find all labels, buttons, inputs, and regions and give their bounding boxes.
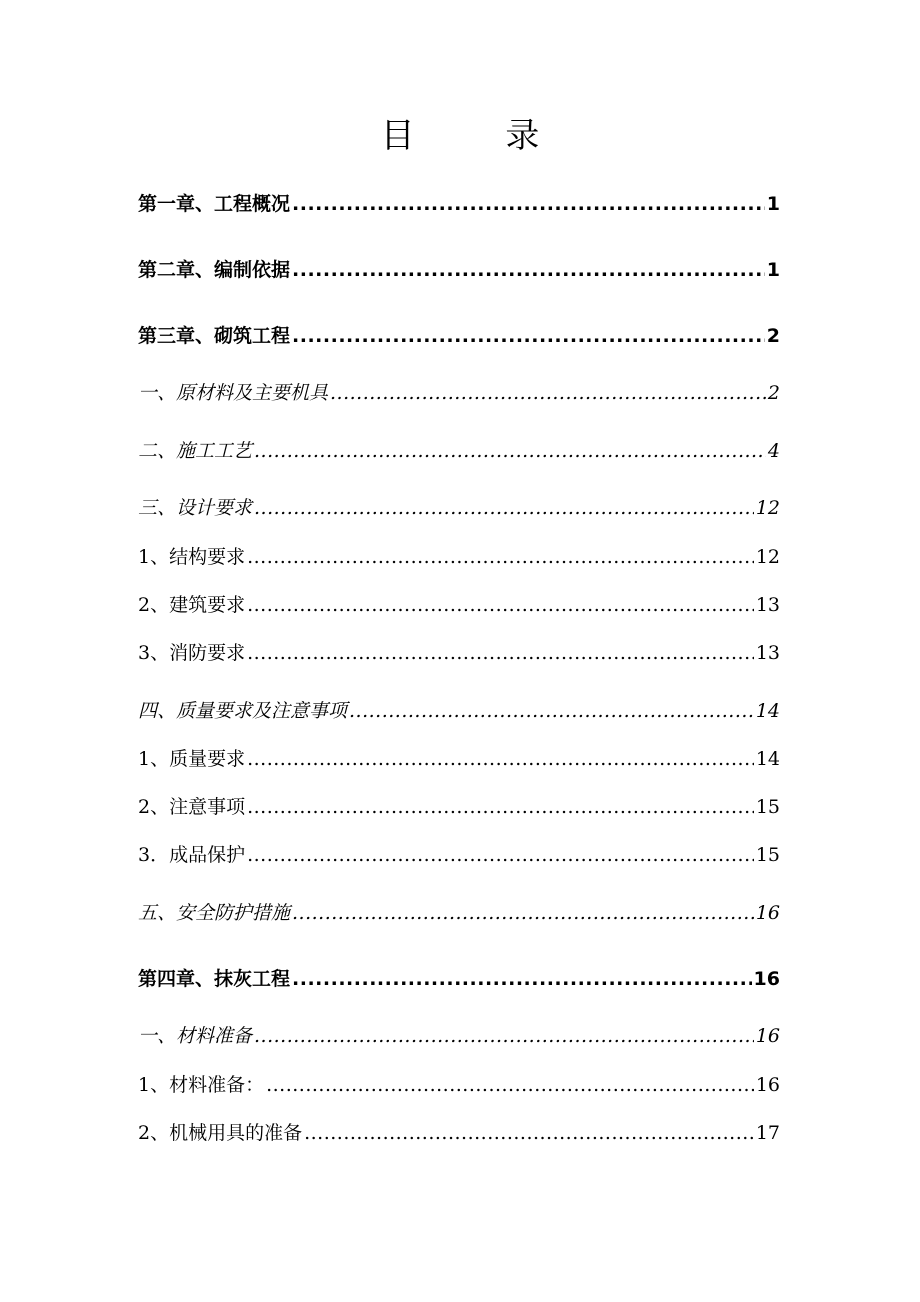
toc-entry-subsection[interactable]: [138, 639, 780, 667]
toc-dot-leader: [254, 1022, 754, 1050]
toc-entry-chapter-2[interactable]: [138, 256, 780, 284]
toc-dot-leader: [292, 256, 765, 284]
toc-entry-label: 五、安全防护措施: [138, 902, 291, 924]
toc-dot-leader: [247, 793, 754, 821]
toc-entry-label: 第一章、工程概况: [138, 193, 291, 215]
toc-dot-leader: [247, 639, 754, 667]
toc-entry-label: 3、消防要求: [138, 642, 246, 664]
toc-dot-leader: [247, 841, 754, 869]
toc-page-number: 2: [766, 325, 780, 347]
toc-dot-leader: [247, 591, 754, 619]
toc-page-number: 2: [767, 382, 780, 404]
toc-entry-section[interactable]: [138, 1022, 780, 1050]
toc-entry-section[interactable]: [138, 494, 780, 522]
toc-dot-leader: [254, 437, 766, 465]
toc-page-number: 17: [755, 1122, 780, 1144]
toc-entry-subsection[interactable]: [138, 543, 780, 571]
toc-entry-subsection[interactable]: [138, 591, 780, 619]
toc-entry-subsection[interactable]: [138, 841, 780, 869]
toc-page-number: 1: [766, 259, 780, 281]
toc-entry-section[interactable]: [138, 437, 780, 465]
toc-entry-section[interactable]: [138, 697, 780, 725]
toc-entry-label: 一、原材料及主要机具: [138, 382, 329, 404]
toc-entry-section[interactable]: [138, 379, 780, 407]
toc-entry-label: 第二章、编制依据: [138, 259, 291, 281]
toc-dot-leader: [304, 1119, 754, 1147]
toc-entry-label: 第四章、抹灰工程: [138, 968, 291, 990]
page-title: 目 录: [380, 116, 580, 156]
toc-dot-leader: [292, 322, 765, 350]
toc-entry-label: 2、建筑要求: [138, 594, 246, 616]
toc-entry-subsection[interactable]: [138, 1071, 780, 1099]
toc-entry-label: 2、机械用具的准备: [138, 1122, 303, 1144]
toc-page-number: 15: [755, 844, 780, 866]
toc-page-number: 12: [755, 546, 780, 568]
toc-page-number: 16: [755, 1074, 780, 1096]
toc-page-number: 15: [755, 796, 780, 818]
toc-dot-leader: [330, 379, 766, 407]
toc-dot-leader: [292, 965, 752, 993]
toc-page-number: 16: [755, 902, 780, 924]
toc-dot-leader: [266, 1071, 754, 1099]
toc-page-number: 4: [767, 440, 780, 462]
toc-dot-leader: [292, 899, 754, 927]
toc-entry-label: 2、注意事项: [138, 796, 246, 818]
toc-page-number: 1: [766, 193, 780, 215]
toc-dot-leader: [349, 697, 754, 725]
toc-entry-subsection[interactable]: [138, 1119, 780, 1147]
toc-entry-label: 第三章、砌筑工程: [138, 325, 291, 347]
toc-page-number: 14: [755, 700, 780, 722]
toc-entry-section[interactable]: [138, 899, 780, 927]
toc-dot-leader: [247, 745, 754, 773]
toc-entry-chapter-3[interactable]: [138, 322, 780, 350]
toc-entry-label: 四、质量要求及注意事项: [138, 700, 348, 722]
toc-entry-label: 三、设计要求: [138, 497, 253, 519]
toc-entry-chapter-1[interactable]: [138, 190, 780, 218]
toc-dot-leader: [292, 190, 765, 218]
toc-dot-leader: [254, 494, 754, 522]
toc-entry-label: 一、材料准备: [138, 1025, 253, 1047]
toc-dot-leader: [247, 543, 754, 571]
toc-page-number: 14: [755, 748, 780, 770]
toc-entry-subsection[interactable]: [138, 745, 780, 773]
toc-entry-label: 1、质量要求: [138, 748, 246, 770]
toc-page-number: 12: [755, 497, 780, 519]
toc-page-number: 13: [755, 594, 780, 616]
toc-page-number: 13: [755, 642, 780, 664]
toc-entry-label: 1、结构要求: [138, 546, 246, 568]
toc-entry-label: 1、材料准备：: [138, 1074, 265, 1096]
toc-page-number: 16: [753, 968, 780, 990]
toc-entry-chapter-4[interactable]: [138, 965, 780, 993]
toc-page-number: 16: [755, 1025, 780, 1047]
toc-entry-subsection[interactable]: [138, 793, 780, 821]
toc-entry-label: 3．成品保护: [138, 844, 246, 866]
toc-entry-label: 二、施工工艺: [138, 440, 253, 462]
